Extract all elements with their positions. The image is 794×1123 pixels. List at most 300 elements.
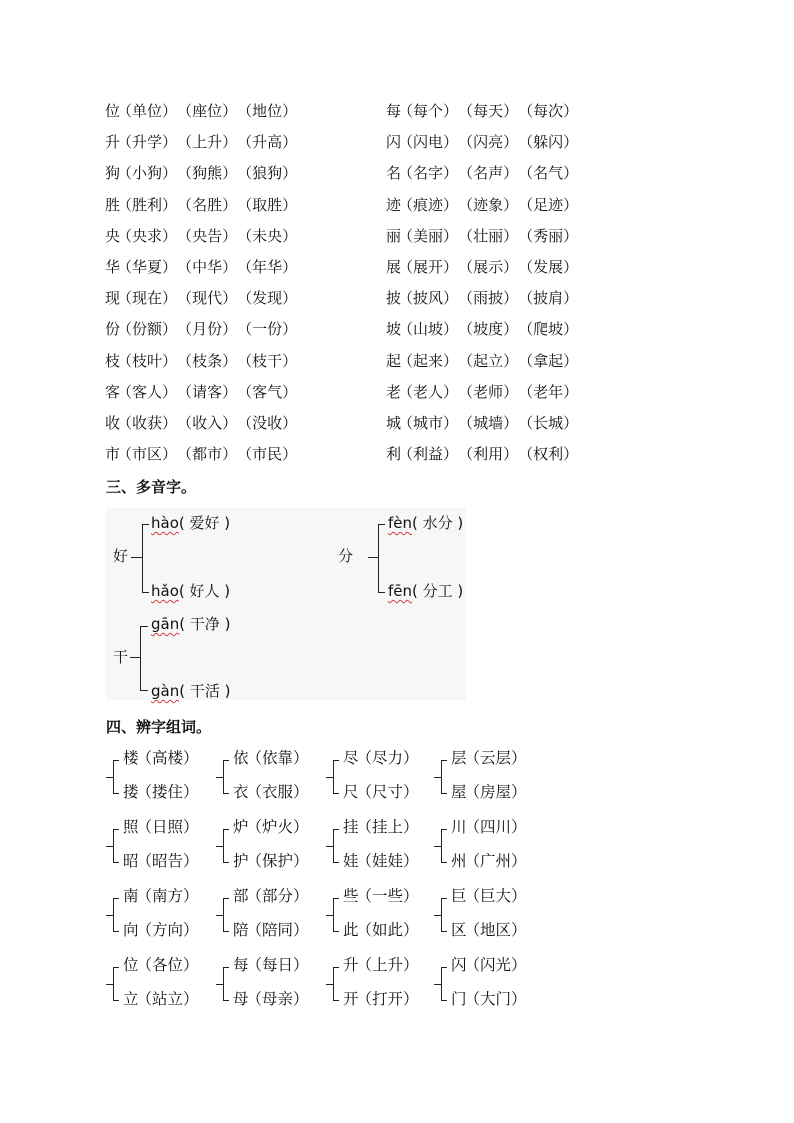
word-group-row [105,98,297,129]
row-char: 央 [105,226,121,245]
pair-char: 尺 [343,783,359,801]
word: （ 一份 ） [237,316,297,342]
word-group-row [105,223,297,254]
example-word: ( 干净 ) [179,615,231,633]
pair-char: 开 [343,990,359,1008]
pinyin: fèn [388,514,413,532]
word-pair [221,819,321,869]
word: （ 央求 ） [121,223,177,249]
row-char: 城 [386,413,402,432]
word: （ 名胜 ） [177,192,237,218]
pinyin: hǎo [151,582,179,600]
pair-word: （ 每日 ） [249,956,309,974]
pair-item-top [343,953,419,975]
row-char: 起 [386,351,402,370]
brace-top-tick [113,967,119,968]
pair-char: 尽 [343,749,359,767]
brace-line [142,524,143,592]
brace-stem [216,777,223,778]
pair-char: 位 [123,956,139,974]
word: （ 月份 ） [177,316,237,342]
pair-item-top [233,953,309,975]
brace-line [113,898,114,932]
polyphone-reading [151,580,230,601]
section-3-title: 三、多音字。 [106,478,197,496]
pair-item-top [451,953,527,975]
pair-char: 依 [233,749,249,767]
pair-item-bottom [123,780,199,802]
word: （ 上升 ） [177,129,237,155]
brace-bottom-tick [333,793,339,794]
word: （ 华夏 ） [121,254,177,280]
word-pair [221,750,321,800]
word-group-row [386,285,578,316]
word-group-column-left [105,98,297,472]
brace-top-tick [113,829,119,830]
pair-word: （ 方向 ） [139,921,199,939]
polyphone-reading [388,580,463,601]
brace-top-tick [223,760,229,761]
word-pair [331,819,431,869]
word-pair [221,957,321,1007]
word-group-row [386,379,578,410]
brace-stem [216,915,223,916]
word: （ 小狗 ） [121,160,177,186]
word: （ 展示 ） [458,254,518,280]
polyphone-char: 好 [113,547,129,565]
pair-item-top [233,884,309,906]
word: （ 升高 ） [237,129,297,155]
example-word: ( 水分 ) [412,514,464,532]
pair-item-bottom [233,918,309,940]
pair-word: （ 搂住 ） [139,783,199,801]
example-word: ( 爱好 ) [178,514,231,532]
pair-char: 川 [451,818,467,836]
pair-word: （ 保护 ） [249,852,309,870]
word: （ 爬坡 ） [518,316,578,342]
brace-bottom-tick [441,793,447,794]
row-char: 升 [105,133,121,152]
pair-item-top [343,884,419,906]
brace-top-tick [140,626,148,627]
brace-bottom-tick [333,862,339,863]
word: （ 痕迹 ） [402,192,458,218]
brace-stem [434,984,441,985]
pair-char: 陪 [233,921,249,939]
brace-bottom-tick [113,793,119,794]
word: （ 每天 ） [458,98,518,124]
pair-item-bottom [451,918,527,940]
pair-word: （ 闪光 ） [467,956,527,974]
word: （ 狼狗 ） [237,160,297,186]
row-char: 收 [105,413,121,432]
pair-word: （ 娃娃 ） [359,852,419,870]
polyphone-char: 干 [113,648,129,666]
word-pair [439,888,539,938]
pair-char: 闪 [451,956,467,974]
word-pair [439,819,539,869]
word: （ 单位 ） [121,98,177,124]
word-pair [111,957,211,1007]
pair-char: 升 [343,956,359,974]
pair-item-bottom [451,849,527,871]
word: （ 名声 ） [458,160,518,186]
example-word: ( 分工 ) [412,582,464,600]
brace-stem [216,846,223,847]
brace-top-tick [333,898,339,899]
pair-word: （ 四川 ） [467,818,527,836]
pair-char: 些 [343,887,359,905]
brace-bottom-tick [223,862,229,863]
pair-item-top [343,746,419,768]
brace-stem [106,846,113,847]
pair-word: （ 炉火 ） [249,818,309,836]
pair-char: 巨 [451,887,467,905]
pair-char: 衣 [233,783,249,801]
pair-word: （ 地区 ） [467,921,527,939]
word: （ 地位 ） [237,98,297,124]
brace-top-tick [333,967,339,968]
pair-word: （ 云层 ） [467,749,527,767]
brace-stem [326,777,333,778]
brace-bottom-tick [441,862,447,863]
word: （ 城墙 ） [458,410,518,436]
pair-word: （ 如此 ） [359,921,419,939]
pair-char: 昭 [123,852,139,870]
brace-bottom-tick [223,793,229,794]
brace-line [223,967,224,1001]
word: （ 请客 ） [177,379,237,405]
pair-item-top [123,746,199,768]
row-char: 份 [105,320,121,339]
brace-bottom-tick [378,592,385,593]
pair-item-bottom [343,987,419,1009]
word: （ 每个 ） [402,98,458,124]
word-pair [331,750,431,800]
brace-stem [326,846,333,847]
pair-char: 照 [123,818,139,836]
brace-top-tick [441,967,447,968]
pair-item-top [123,953,199,975]
brace-stem [434,846,441,847]
word-group-row [105,254,297,285]
brace-line [333,829,334,863]
pair-char: 区 [451,921,467,939]
word-group-row [105,160,297,191]
brace-line [223,760,224,794]
example-word: ( 干活 ) [179,682,231,700]
pair-item-top [451,815,527,837]
brace-line [333,760,334,794]
brace-stem [434,777,441,778]
word-group-row [386,223,578,254]
pair-char: 部 [233,887,249,905]
row-char: 市 [105,445,121,464]
word: （ 没收 ） [237,410,297,436]
brace-top-tick [378,524,385,525]
brace-stem [216,984,223,985]
brace-top-tick [333,760,339,761]
word: （ 老人 ） [402,379,458,405]
row-char: 坡 [386,320,402,339]
pair-char: 搂 [123,783,139,801]
polyphone-reading [388,512,463,533]
row-char: 老 [386,382,402,401]
brace-line [223,898,224,932]
word-group-column-right [386,98,578,472]
row-char: 每 [386,102,402,120]
pair-word: （ 衣服 ） [249,783,309,801]
word-group-row [386,316,578,347]
pair-word: （ 昭告 ） [139,852,199,870]
brace-line [113,829,114,863]
word-pair [111,819,211,869]
word: （ 收获 ） [121,410,177,436]
pair-word: （ 挂上 ） [359,818,419,836]
pair-char: 门 [451,990,467,1008]
brace-bottom-tick [333,1000,339,1001]
pair-item-top [343,815,419,837]
row-char: 迹 [386,195,402,214]
pair-word: （ 巨大 ） [467,887,527,905]
brace-bottom-tick [223,1000,229,1001]
brace-stem [106,777,113,778]
word: （ 老师 ） [458,379,518,405]
pair-item-bottom [233,849,309,871]
pair-char: 护 [233,852,249,870]
brace-stem [326,984,333,985]
row-char: 狗 [105,164,121,183]
brace-top-tick [223,967,229,968]
word-group-row [105,410,297,441]
pair-item-top [233,815,309,837]
pair-word: （ 广州 ） [467,852,527,870]
pair-item-bottom [343,918,419,940]
word: （ 枝叶 ） [121,348,177,374]
word-group-row [105,348,297,379]
polyphone-reading [151,613,230,634]
pinyin: gàn [151,682,180,700]
brace-top-tick [113,760,119,761]
word: （ 市区 ） [121,441,177,467]
word: （ 客气 ） [237,379,297,405]
word-group-row [105,285,297,316]
brace-stem [106,984,113,985]
pair-word: （ 陪同 ） [249,921,309,939]
row-char: 现 [105,289,121,308]
row-char: 闪 [386,133,402,152]
row-char: 胜 [105,195,121,214]
word-pair [331,888,431,938]
word-group-row [105,379,297,410]
brace-bottom-tick [113,862,119,863]
word: （ 躲闪 ） [518,129,578,155]
pair-item-bottom [233,987,309,1009]
brace-line [333,967,334,1001]
word: （ 座位 ） [177,98,237,124]
word: （ 发现 ） [237,285,297,311]
brace-stem [326,915,333,916]
pair-char: 立 [123,990,139,1008]
brace-line [441,829,442,863]
pair-word: （ 南方 ） [139,887,199,905]
pinyin: fēn [388,582,413,600]
word: （ 枝干 ） [237,348,297,374]
row-char: 利 [386,445,402,464]
brace-stem [434,915,441,916]
word: （ 城市 ） [402,410,458,436]
word: （ 收入 ） [177,410,237,436]
pair-word: （ 高楼 ） [139,749,199,767]
word: （ 名字 ） [402,160,458,186]
word: （ 未央 ） [237,223,297,249]
word-group-row [386,410,578,441]
brace-top-tick [142,524,149,525]
word: （ 份额 ） [121,316,177,342]
word: （ 名气 ） [518,160,578,186]
pair-char: 向 [123,921,139,939]
pair-word: （ 尺寸 ） [359,783,419,801]
brace-line [223,829,224,863]
brace-stem [131,557,142,558]
pair-word: （ 日照 ） [139,818,199,836]
word-group-row [386,192,578,223]
brace-bottom-tick [142,592,149,593]
pair-char: 此 [343,921,359,939]
pair-word: （ 上升 ） [359,956,419,974]
word-group-row [386,254,578,285]
word-pair [111,888,211,938]
pair-word: （ 母亲 ） [249,990,309,1008]
word-group-row [386,160,578,191]
pair-char: 屋 [451,783,467,801]
pair-char: 州 [451,852,467,870]
row-char: 客 [105,382,121,401]
brace-line [378,524,379,592]
word: （ 枝条 ） [177,348,237,374]
pair-item-top [233,746,309,768]
word: （ 拿起 ） [518,348,578,374]
word: （ 都市 ） [177,441,237,467]
word-pair [221,888,321,938]
pair-word: （ 各位 ） [139,956,199,974]
word: （ 每次 ） [518,98,578,124]
word: （ 壮丽 ） [458,223,518,249]
pair-char: 南 [123,887,139,905]
pinyin: gān [151,615,180,633]
word: （ 现代 ） [177,285,237,311]
word: （ 权利 ） [518,441,578,467]
pair-item-top [451,884,527,906]
word: （ 客人 ） [121,379,177,405]
pair-item-bottom [123,849,199,871]
brace-line [441,760,442,794]
polyphone-reading [151,512,230,533]
pair-item-bottom [451,987,527,1009]
brace-line [441,967,442,1001]
pair-word: （ 一些 ） [359,887,419,905]
word: （ 胜利 ） [121,192,177,218]
brace-bottom-tick [441,1000,447,1001]
brace-line [113,967,114,1001]
pair-word: （ 房屋 ） [467,783,527,801]
word: （ 利益 ） [402,441,458,467]
word: （ 迹象 ） [458,192,518,218]
brace-line [140,626,141,690]
brace-stem [368,557,378,558]
word-group-row [105,316,297,347]
word: （ 坡度 ） [458,316,518,342]
word-group-row [386,441,578,472]
row-char: 华 [105,257,121,276]
word-group-row [105,192,297,223]
word: （ 山坡 ） [402,316,458,342]
word: （ 披肩 ） [518,285,578,311]
brace-top-tick [441,829,447,830]
brace-bottom-tick [441,931,447,932]
pair-item-top [123,815,199,837]
pair-char: 每 [233,956,249,974]
word-pair [111,750,211,800]
word: （ 起立 ） [458,348,518,374]
word-group-row [105,441,297,472]
word-group-row [386,98,578,129]
pair-item-bottom [343,780,419,802]
word: （ 利用 ） [458,441,518,467]
brace-bottom-tick [333,931,339,932]
pair-char: 楼 [123,749,139,767]
brace-top-tick [441,760,447,761]
brace-top-tick [223,829,229,830]
word: （ 升学 ） [121,129,177,155]
pair-char: 炉 [233,818,249,836]
row-char: 名 [386,164,402,183]
word-pair [331,957,431,1007]
pair-item-bottom [451,780,527,802]
word: （ 发展 ） [518,254,578,280]
word: （ 秀丽 ） [518,223,578,249]
word: （ 雨披 ） [458,285,518,311]
word-group-row [105,129,297,160]
row-char: 展 [386,257,402,276]
pinyin: hào [151,514,179,532]
polyphone-reading [151,680,230,701]
word-pair [439,750,539,800]
word: （ 起来 ） [402,348,458,374]
word-pair [439,957,539,1007]
row-char: 丽 [386,226,402,245]
brace-line [441,898,442,932]
word: （ 央告 ） [177,223,237,249]
word: （ 老年 ） [518,379,578,405]
pair-word: （ 尽力 ） [359,749,419,767]
word: （ 狗熊 ） [177,160,237,186]
brace-top-tick [223,898,229,899]
example-word: ( 好人 ) [178,582,231,600]
brace-stem [130,657,140,658]
brace-bottom-tick [113,931,119,932]
word-group-row [386,129,578,160]
pair-char: 层 [451,749,467,767]
pair-char: 母 [233,990,249,1008]
brace-bottom-tick [223,931,229,932]
word: （ 市民 ） [237,441,297,467]
brace-top-tick [333,829,339,830]
word: （ 闪亮 ） [458,129,518,155]
word: （ 美丽 ） [402,223,458,249]
pair-char: 娃 [343,852,359,870]
pair-word: （ 站立 ） [139,990,199,1008]
